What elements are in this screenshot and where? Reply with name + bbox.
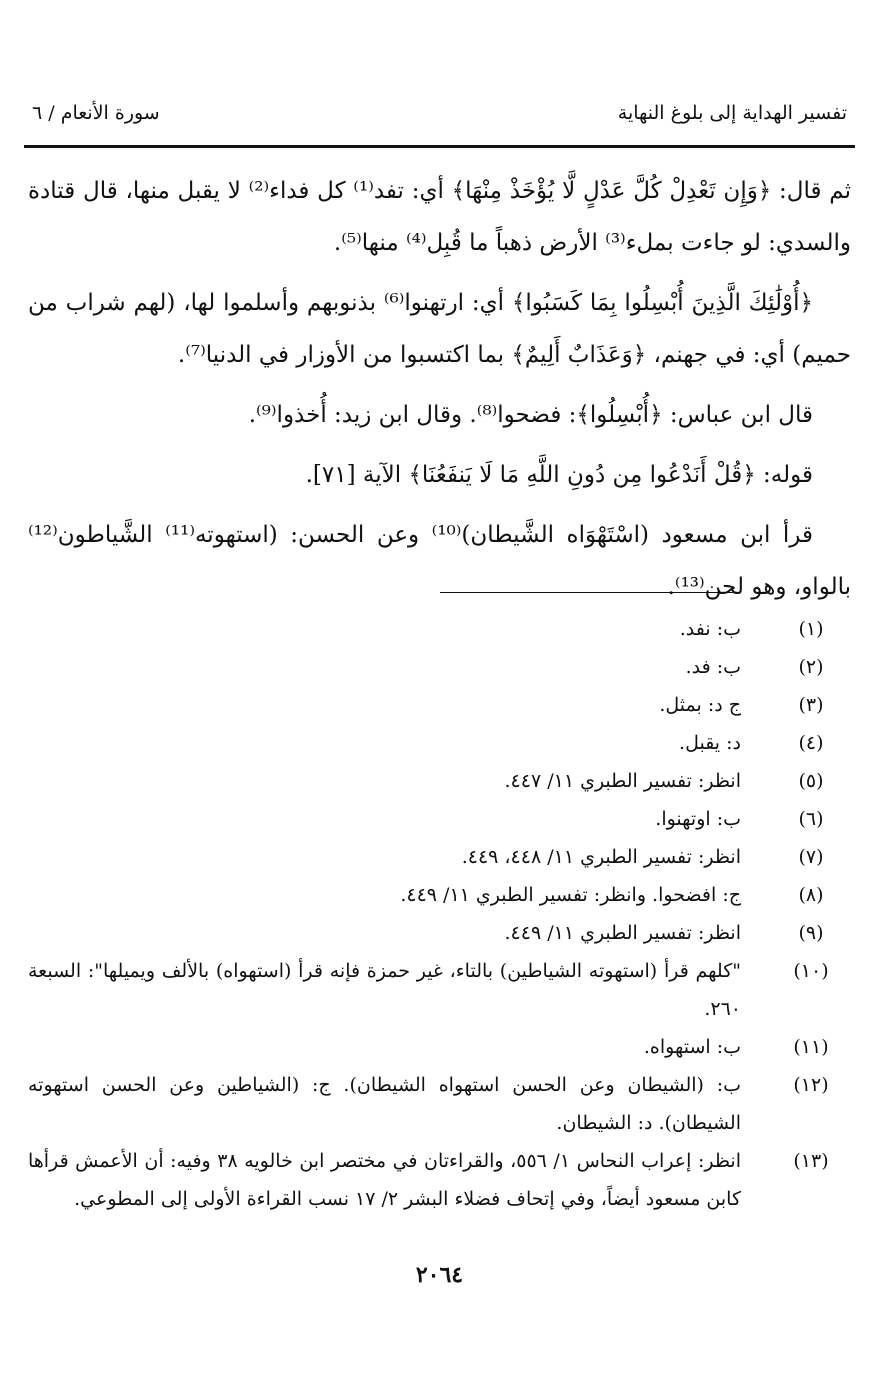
footnote bbox=[28, 724, 851, 762]
surah-label: سورة الأنعام / ٦ bbox=[32, 102, 160, 124]
running-header bbox=[24, 100, 855, 140]
footnote-text: انظر: تفسير الطبري ١١/ ٤٤٨، ٤٤٩. bbox=[461, 846, 741, 868]
paragraph: ثم قال: ﴿وَإِن تَعْدِلْ كُلَّ عَدْلٍ لَّا يُؤْخَذْ مِنْهَا﴾ أي: تفد⁽¹⁾ كل فداء⁽²⁾ لا يقبل منها، قال قتادة والسدي: لو جاءت بملء⁽³⁾ الأرض ذهباً ما قُبِل⁽⁴⁾ منها⁽⁵⁾. bbox=[28, 178, 852, 256]
footnote bbox=[28, 1066, 851, 1142]
footnote-text: ب: استهواه. bbox=[643, 1036, 741, 1058]
footnote-text: انظر: تفسير الطبري ١١/ ٤٤٧. bbox=[504, 770, 741, 792]
paragraph: قال ابن عباس: ﴿أُبْسِلُوا﴾: فضحوا⁽⁸⁾. وقال ابن زيد: أُخذوا⁽⁹⁾. bbox=[248, 402, 813, 428]
footnotes bbox=[28, 610, 851, 1218]
footnote-text: "كلهم قرأ (استهوته الشياطين) بالتاء، غير حمزة فإنه قرأ (استهواه) بالألف ويميلها": السبعة ٢٦٠. bbox=[28, 960, 741, 1020]
footnote bbox=[28, 686, 851, 724]
footnote bbox=[28, 610, 851, 648]
main-text bbox=[28, 165, 851, 621]
header-rule bbox=[24, 145, 855, 148]
footnote bbox=[28, 800, 851, 838]
footnote-text: ب: نفد. bbox=[679, 618, 741, 640]
footnote-number: (١٠) bbox=[793, 960, 829, 982]
footnote-number: (٩) bbox=[798, 922, 824, 944]
footnote bbox=[28, 838, 851, 876]
footnote-number: (١١) bbox=[793, 1036, 829, 1058]
footnote-separator bbox=[440, 592, 740, 593]
footnote-number: (١٣) bbox=[793, 1150, 829, 1172]
paragraph: ﴿أُوْلَٰئِكَ الَّذِينَ أُبْسِلُوا بِمَا كَسَبُوا﴾ أي: ارتهنوا⁽⁶⁾ بذنوبهم وأسلموا لها، (لهم شراب من حميم) أي: في جهنم، ﴿وَعَذَابٌ أَلِيمٌ﴾ بما اكتسبوا من الأوزار في الدنيا⁽⁷⁾. bbox=[28, 290, 851, 368]
footnote-number: (٤) bbox=[798, 732, 824, 754]
paragraph: قوله: ﴿قُلْ أَنَدْعُوا مِن دُونِ اللَّهِ مَا لَا يَنفَعُنَا﴾ الآية [٧١]. bbox=[305, 462, 813, 488]
paragraph: قرأ ابن مسعود (اسْتَهْوَاه الشَّيطان)⁽¹⁰⁾ وعن الحسن: (استهوته⁽¹¹⁾ الشَّياطون⁽¹²⁾ بالواو، وهو لحن⁽¹³⁾. bbox=[28, 522, 851, 600]
footnote-text: انظر: إعراب النحاس ١/ ٥٥٦، والقراءتان في مختصر ابن خالويه ٣٨ وفيه: أن الأعمش قرأها كابن مسعود أيضاً، وفي إتحاف فضلاء البشر ٢/ ١٧ نسب القراءة الأولى إلى المطوعي. bbox=[28, 1150, 741, 1210]
footnote-number: (٨) bbox=[798, 884, 824, 906]
footnote-number: (١٢) bbox=[793, 1074, 829, 1096]
footnote-text: انظر: تفسير الطبري ١١/ ٤٤٩. bbox=[504, 922, 741, 944]
footnote-number: (٥) bbox=[798, 770, 824, 792]
footnote bbox=[28, 876, 851, 914]
footnote-text: ب: فد. bbox=[685, 656, 741, 678]
footnote-number: (٧) bbox=[798, 846, 824, 868]
page-number: ٢٠٦٤ bbox=[415, 1262, 464, 1288]
footnote-number: (٣) bbox=[798, 694, 824, 716]
footnote bbox=[28, 648, 851, 686]
footnote-text: ج د: بمثل. bbox=[659, 694, 741, 716]
book-title: تفسير الهداية إلى بلوغ النهاية bbox=[617, 102, 847, 124]
footnote bbox=[28, 952, 851, 1028]
footnote bbox=[28, 762, 851, 800]
footnote-text: ب: اوتهنوا. bbox=[655, 808, 741, 830]
footnote-number: (١) bbox=[798, 618, 824, 640]
footnote-text: ب: (الشيطان وعن الحسن استهواه الشيطان). ج: (الشياطين وعن الحسن استهوته الشيطان). د: الشيطان. bbox=[28, 1074, 741, 1134]
footnote-number: (٢) bbox=[798, 656, 824, 678]
footnote bbox=[28, 914, 851, 952]
footnote-text: د: يقبل. bbox=[679, 732, 741, 754]
footnote-number: (٦) bbox=[798, 808, 824, 830]
footnote-text: ج: افضحوا. وانظر: تفسير الطبري ١١/ ٤٤٩. bbox=[400, 884, 741, 906]
footnote bbox=[28, 1142, 851, 1218]
footnote bbox=[28, 1028, 851, 1066]
